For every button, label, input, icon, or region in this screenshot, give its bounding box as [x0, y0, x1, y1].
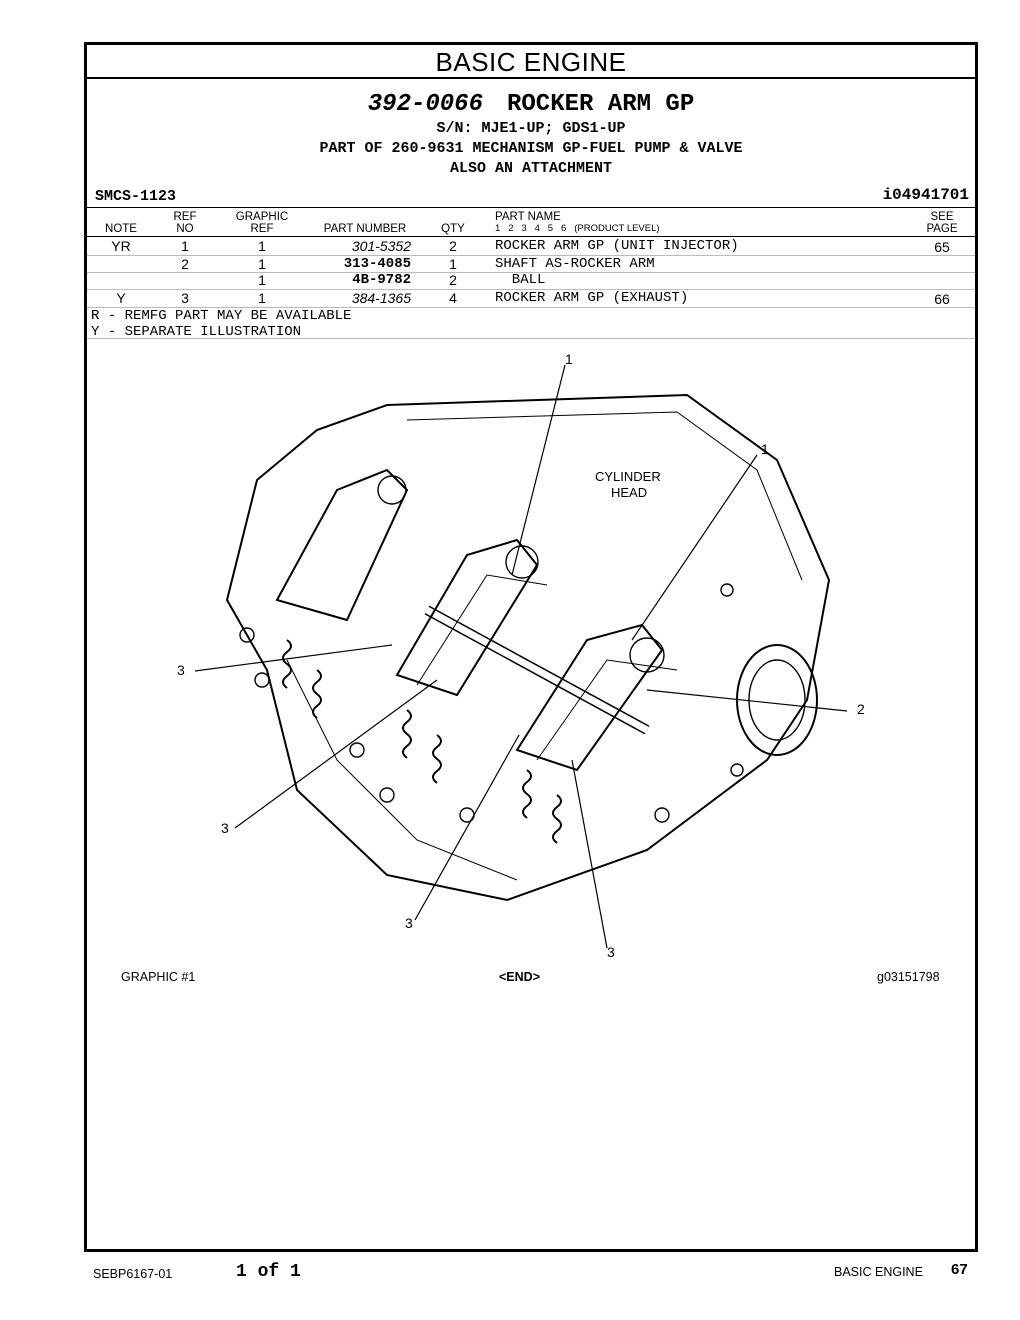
- callout-2: 2: [857, 701, 865, 717]
- row-1-part-number: 301-5352: [351, 238, 411, 254]
- row-1-note: YR: [111, 238, 131, 254]
- page-count: 1 of 1: [236, 1262, 301, 1282]
- callout-3-left: 3: [177, 662, 185, 678]
- row-4-part-number: 384-1365: [351, 290, 411, 306]
- group-name: ROCKER ARM GP: [506, 91, 695, 118]
- row-2-part-number: 313-4085: [343, 256, 411, 272]
- col-graphic-bottom: REF: [250, 223, 274, 235]
- row-2-part-name: SHAFT AS-ROCKER ARM: [495, 256, 655, 272]
- callout-1-top: 1: [565, 351, 573, 367]
- row-1-ref: 1: [181, 238, 189, 254]
- page-frame: [84, 42, 978, 1252]
- smcs-code: SMCS-1123: [95, 188, 177, 205]
- section-title: BASIC ENGINE: [87, 45, 975, 79]
- col-part-name: PART NAME: [495, 211, 561, 223]
- cylinder-head-label-1: CYLINDER: [595, 469, 661, 484]
- page-number: 67: [951, 1261, 968, 1278]
- row-4-see-page: 66: [934, 291, 950, 307]
- attachment-line: ALSO AN ATTACHMENT: [449, 160, 613, 177]
- row-4-graphic: 1: [258, 290, 266, 306]
- row-4-part-name: ROCKER ARM GP (EXHAUST): [495, 290, 689, 306]
- row-4-ref: 3: [181, 290, 189, 306]
- row-3-graphic: 1: [258, 272, 266, 288]
- notes-divider: [87, 338, 975, 339]
- col-ref-bottom: NO: [176, 223, 194, 235]
- row-1-graphic: 1: [258, 238, 266, 254]
- col-part-number: PART NUMBER: [323, 223, 407, 235]
- col-graphic-top: GRAPHIC: [235, 211, 289, 223]
- row-3-part-name: BALL: [495, 272, 546, 288]
- row-1-part-name: ROCKER ARM GP (UNIT INJECTOR): [495, 238, 739, 254]
- row-2-graphic: 1: [258, 256, 266, 272]
- row-4-note: Y: [116, 290, 126, 306]
- callout-3-lower-left: 3: [221, 820, 229, 836]
- row-3-qty: 2: [449, 272, 457, 288]
- col-see-top: SEE: [930, 211, 954, 223]
- group-part-number: 392-0066: [367, 91, 483, 118]
- callout-3-bottom: 3: [405, 915, 413, 931]
- end-marker: <END>: [499, 970, 540, 984]
- col-ref-top: REF: [173, 211, 197, 223]
- graphic-id: g03151798: [877, 970, 940, 984]
- footer-section: BASIC ENGINE: [834, 1265, 923, 1279]
- col-product-level: 1 2 3 4 5 6 (PRODUCT LEVEL): [495, 223, 660, 234]
- callout-1-right: 1: [761, 441, 769, 457]
- illustration-number: i04941701: [882, 186, 969, 204]
- note-separate-illustration: Y - SEPARATE ILLUSTRATION: [91, 324, 302, 340]
- col-qty: QTY: [441, 223, 465, 235]
- row-1-see-page: 65: [934, 239, 950, 255]
- cylinder-head-label-2: HEAD: [611, 485, 648, 500]
- row-2-qty: 1: [449, 256, 457, 272]
- col-see-bottom: PAGE: [926, 223, 958, 235]
- header-rule: [87, 207, 975, 208]
- column-rule: [87, 236, 975, 237]
- row-2-ref: 2: [181, 256, 189, 272]
- row-4-qty: 4: [449, 290, 457, 306]
- row-1-qty: 2: [449, 238, 457, 254]
- col-note: NOTE: [105, 223, 137, 235]
- row-3-part-number: 4B-9782: [352, 272, 411, 288]
- graphic-label: GRAPHIC #1: [121, 970, 196, 984]
- document-number: SEBP6167-01: [93, 1267, 173, 1281]
- rocker-arm-illustration: [87, 340, 975, 980]
- part-of-line: PART OF 260-9631 MECHANISM GP-FUEL PUMP & VALVE: [319, 140, 743, 157]
- callout-3-bottom-right: 3: [607, 944, 615, 960]
- note-remfg: R - REMFG PART MAY BE AVAILABLE: [91, 308, 352, 324]
- serial-numbers: S/N: MJE1-UP; GDS1-UP: [436, 120, 626, 137]
- group-title: [87, 91, 975, 118]
